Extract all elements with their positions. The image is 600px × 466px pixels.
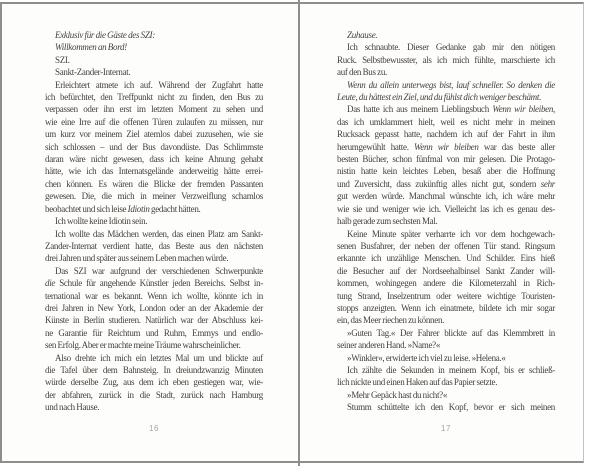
text-segment: daran wäre nicht gewesen, dass ich keine Ahnung gehabt bbox=[45, 154, 263, 165]
text-line bbox=[337, 190, 555, 202]
text-line bbox=[45, 54, 263, 66]
text-segment: seiner anderen Hand. »Name?« bbox=[337, 340, 441, 351]
text-segment: war das beste aller bbox=[478, 141, 555, 152]
text-segment: lich nickte und einen Haken auf das Papier setzte. bbox=[337, 377, 498, 388]
text-line bbox=[337, 352, 555, 364]
text-segment: wie eine Irre auf die offenen Türen zulaufen zu müssen, nur bbox=[45, 116, 263, 127]
text-segment: beobachtet und sich leise bbox=[45, 203, 128, 214]
text-line bbox=[45, 128, 263, 140]
text-segment: das ich umklammert hielt, weil es nicht mehr in meinen bbox=[337, 116, 555, 127]
italic-text-segment: Wenn wir bleiben bbox=[413, 141, 479, 152]
text-segment: Das SZI war aufgrund der verschiedenen Schwerpunkte bbox=[55, 265, 263, 276]
italic-text-segment: Leute, du hättest ein Ziel, und du fühlst dich weniger beschämt. bbox=[337, 92, 542, 103]
text-line bbox=[45, 116, 263, 128]
text-segment: »Winkler«, erwiderte ich viel zu leise. »Helena.« bbox=[347, 352, 506, 363]
text-segment: kommen, wohingegen andere die Kilometerzahl in Rich- bbox=[337, 278, 555, 289]
text-line bbox=[45, 376, 263, 388]
text-line bbox=[337, 240, 555, 252]
text-line bbox=[337, 29, 555, 41]
text-segment: erkannte ich unzählige Menschen. Und Schilder. Eins hieß bbox=[337, 253, 555, 264]
text-line bbox=[45, 252, 263, 264]
text-segment: SZI. bbox=[55, 54, 70, 65]
italic-text-segment: Zuhause. bbox=[347, 30, 378, 40]
text-line bbox=[45, 240, 263, 252]
text-segment: Sankt-Zander-Internat. bbox=[55, 67, 131, 78]
text-segment: Das hatte ich aus meinem Lieblingsbuch bbox=[347, 104, 493, 115]
text-segment: stopps anzeigten. Wenn ich einatmete, bildete ich mir sogar bbox=[337, 302, 555, 313]
italic-text-segment: Idiotin bbox=[127, 203, 150, 214]
text-line bbox=[45, 141, 263, 153]
text-line bbox=[45, 290, 263, 302]
text-segment: drei Jahren in New York, London oder an der Akademie der bbox=[45, 302, 263, 313]
text-line bbox=[337, 128, 555, 140]
text-segment: senen Busfahrer, der neben der offenen Tür stand. Ringsum bbox=[337, 240, 555, 251]
text-segment: die Besucher auf der Nordseehalbinsel Sankt Zander will- bbox=[337, 265, 555, 276]
text-segment: und nach Hause. bbox=[45, 402, 100, 413]
right-page-text bbox=[337, 29, 555, 414]
text-line bbox=[45, 228, 263, 240]
text-line bbox=[337, 66, 555, 78]
text-segment: Ich wollte keine Idiotin sein. bbox=[55, 216, 148, 227]
italic-text-segment: Wenn du allein unterwegs bist, lauf schneller. So denken die bbox=[347, 79, 555, 90]
page-divider bbox=[298, 0, 300, 466]
text-segment: verpassen oder ihn erst im letzten Moment zu sehen und bbox=[45, 104, 263, 115]
text-line bbox=[45, 203, 263, 215]
text-line bbox=[45, 302, 263, 314]
text-segment: Ruck. Selbstbewusster, als ich mich fühlte, marschierte ich bbox=[337, 54, 555, 65]
text-segment: ne Garantie für Reichtum und Ruhm, Emmys und endlo- bbox=[45, 327, 263, 338]
text-segment: Stumm schüttelte ich den Kopf, bevor er sich meinen bbox=[347, 402, 555, 413]
right-page-number: 17 bbox=[441, 424, 451, 433]
text-segment: ein, das Meer riechen zu können. bbox=[337, 315, 445, 326]
text-segment: ternational war es bekannt. Wenn ich wollte, könnte ich in bbox=[45, 290, 263, 301]
italic-text-segment: Wenn wir bleiben bbox=[492, 104, 554, 115]
text-segment: besten Bücher, schon fünfmal von mir gelesen. Die Protago- bbox=[337, 154, 555, 165]
text-line bbox=[337, 364, 555, 376]
left-page-number: 16 bbox=[149, 424, 159, 433]
text-segment: Ich schnaubte. Dieser Gedanke gab mir den nötigen bbox=[347, 42, 555, 53]
text-line bbox=[337, 103, 555, 115]
text-line bbox=[45, 327, 263, 339]
text-line bbox=[337, 153, 555, 165]
text-line bbox=[45, 352, 263, 364]
text-line bbox=[45, 41, 263, 53]
text-line bbox=[45, 265, 263, 277]
text-line bbox=[45, 178, 263, 190]
text-line bbox=[337, 79, 555, 91]
text-segment: und Zuversicht, dass zukünftig alles nicht gut, sondern bbox=[337, 178, 541, 189]
text-line bbox=[45, 364, 263, 376]
text-segment: »Guten Tag.« Der Fahrer blickte auf das Klemmbrett in bbox=[347, 327, 555, 338]
text-line bbox=[337, 277, 555, 289]
text-segment: Zander-Internat verdient hatte, das Beste aus den nächsten bbox=[45, 240, 263, 251]
text-segment: würde derselbe Zug, aus dem ich eben gestiegen war, wie- bbox=[45, 377, 263, 388]
text-segment: Erleichtert atmete ich auf. Während der Zugfahrt hatte bbox=[55, 79, 263, 90]
text-line bbox=[337, 265, 555, 277]
text-segment: sen Erfolg. Aber er machte meine Träume wahrscheinlicher. bbox=[45, 340, 241, 351]
text-line bbox=[337, 228, 555, 240]
text-segment: wie sie und weniger wie ich. Vielleicht las ich es genau des- bbox=[337, 203, 555, 214]
text-line bbox=[337, 327, 555, 339]
text-line bbox=[45, 165, 263, 177]
text-segment: herumgewühlt hatte. bbox=[337, 141, 414, 152]
text-line bbox=[337, 302, 555, 314]
text-segment: auf den Bus zu. bbox=[337, 67, 387, 78]
text-segment: gedacht hätten. bbox=[149, 203, 201, 214]
italic-text-segment: sehr bbox=[540, 178, 555, 189]
text-segment: , bbox=[553, 104, 555, 115]
text-line bbox=[45, 103, 263, 115]
text-segment: chen können. Es wären die Blicke der fremden Passanten bbox=[45, 178, 263, 189]
text-line bbox=[45, 190, 263, 202]
text-line bbox=[337, 314, 555, 326]
text-line bbox=[45, 215, 263, 227]
text-line bbox=[45, 314, 263, 326]
text-segment: tung Strand, Inselzentrum oder weitere wichtige Touristen- bbox=[337, 290, 555, 301]
text-line bbox=[45, 91, 263, 103]
text-segment: der abfahren, zurück in die Stadt, zurück nach Hamburg bbox=[45, 389, 263, 400]
text-line bbox=[337, 376, 555, 388]
text-line bbox=[45, 66, 263, 78]
text-segment: »Mehr Gepäck hast du nicht?« bbox=[347, 389, 448, 400]
text-segment: drei Jahren und später aus seinem Leben machen würde. bbox=[45, 253, 229, 264]
text-line bbox=[45, 277, 263, 289]
text-line bbox=[337, 339, 555, 351]
text-segment: Keine Minute später verharrte ich vor dem hochgewach- bbox=[347, 228, 555, 239]
text-line bbox=[337, 116, 555, 128]
text-line bbox=[337, 215, 555, 227]
text-line bbox=[337, 165, 555, 177]
text-segment: sich schlossen – und der Bus davondüste. Das Schlimmste bbox=[45, 141, 263, 152]
text-line bbox=[45, 339, 263, 351]
left-page-text bbox=[45, 29, 263, 414]
italic-text-segment: Willkommen an Bord! bbox=[55, 42, 127, 53]
text-segment: halb gerade zum sechsten Mal. bbox=[337, 216, 438, 227]
text-line bbox=[45, 401, 263, 413]
text-line bbox=[337, 203, 555, 215]
text-segment: nistin hatte kein leichtes Leben, besaß aber die Hoffnung bbox=[337, 166, 555, 177]
text-segment: die Tafel über dem Bahnsteig. In dreiundzwanzig Minuten bbox=[45, 364, 263, 375]
italic-text-segment: die bbox=[45, 278, 56, 289]
text-line bbox=[337, 178, 555, 190]
text-segment: Schule für angehende Künstler jeden Bereichs. Selbst in- bbox=[55, 278, 263, 289]
text-segment: Rucksack gepasst hatte, nachdem ich auf der Fahrt in ihm bbox=[337, 129, 555, 140]
text-segment: um kurz vor meinem Ziel atemlos dabei zuzusehen, wie sie bbox=[45, 129, 263, 140]
text-line bbox=[337, 54, 555, 66]
text-segment: ich befürchtet, den Treffpunkt nicht zu finden, den Bus zu bbox=[45, 92, 263, 103]
text-line bbox=[337, 41, 555, 53]
text-line bbox=[45, 29, 263, 41]
italic-text-segment: Exklusiv für die Gäste des SZI: bbox=[55, 30, 155, 40]
text-line bbox=[337, 252, 555, 264]
text-line bbox=[337, 290, 555, 302]
text-segment: Ich zählte die Sekunden in meinem Kopf, bis er schließ- bbox=[347, 364, 555, 375]
text-line bbox=[337, 91, 555, 103]
text-segment: Künste in Berlin studieren. Natürlich war der Abschluss kei- bbox=[45, 315, 263, 326]
text-line bbox=[45, 79, 263, 91]
text-segment: hätte, wie ich das Internatsgelände anderweitig hätte errei- bbox=[45, 166, 263, 177]
text-segment: Ich wollte das Mädchen werden, das einen Platz am Sankt- bbox=[55, 228, 263, 239]
text-line bbox=[337, 141, 555, 153]
text-line bbox=[45, 153, 263, 165]
text-segment: Also drehte ich mich ein letztes Mal um und blickte auf bbox=[55, 352, 263, 363]
text-line bbox=[337, 401, 555, 413]
text-line bbox=[45, 389, 263, 401]
text-segment: gut werden würde. Manchmal wünschte ich, ich wäre mehr bbox=[337, 191, 555, 202]
text-line bbox=[337, 389, 555, 401]
text-segment: gewesen. Die, die mich in meiner Verzweiflung schamlos bbox=[45, 191, 263, 202]
